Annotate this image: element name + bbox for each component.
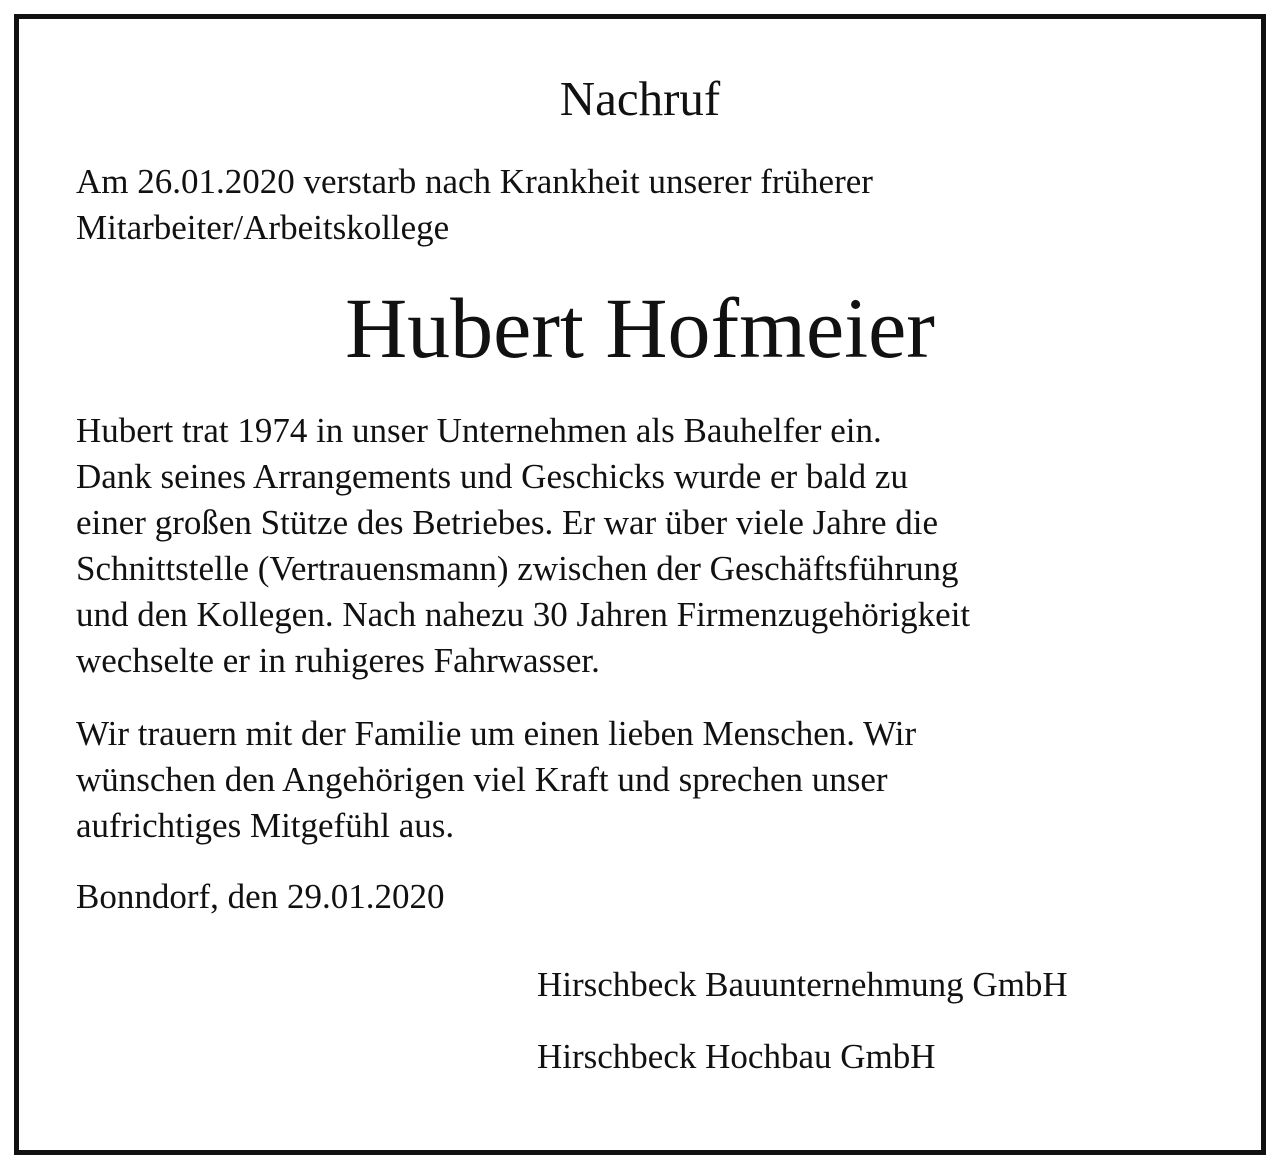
paragraph2-line-2: wünschen den Angehörigen viel Kraft und sprechen unser — [76, 760, 888, 799]
intro-line-1: Am 26.01.2020 verstarb nach Krankheit unserer früherer — [76, 162, 873, 201]
paragraph1-line-3: einer großen Stütze des Betriebes. Er war über viele Jahre die — [76, 503, 939, 542]
paragraph1-line-2: Dank seines Arrangements und Geschicks wurde er bald zu — [76, 457, 908, 496]
signatory-1: Hirschbeck Bauunternehmung GmbH — [537, 965, 1068, 1004]
paragraph1-line-6: wechselte er in ruhigeres Fahrwasser. — [76, 641, 600, 680]
deceased-name: Hubert Hofmeier — [345, 280, 935, 376]
paragraph1-line-4: Schnittstelle (Vertrauensmann) zwischen der Geschäftsführung — [76, 549, 959, 588]
paragraph1-line-1: Hubert trat 1974 in unser Unternehmen als Bauhelfer ein. — [76, 411, 882, 450]
place-date: Bonndorf, den 29.01.2020 — [76, 877, 445, 916]
paragraph2-line-3: aufrichtiges Mitgefühl aus. — [76, 806, 455, 845]
signatory-2: Hirschbeck Hochbau GmbH — [537, 1037, 936, 1076]
intro-line-2: Mitarbeiter/Arbeitskollege — [76, 208, 450, 247]
paragraph2-line-1: Wir trauern mit der Familie um einen lieben Menschen. Wir — [76, 714, 917, 753]
paragraph1-line-5: und den Kollegen. Nach nahezu 30 Jahren Firmenzugehörigkeit — [76, 595, 971, 634]
notice-heading: Nachruf — [559, 71, 721, 126]
